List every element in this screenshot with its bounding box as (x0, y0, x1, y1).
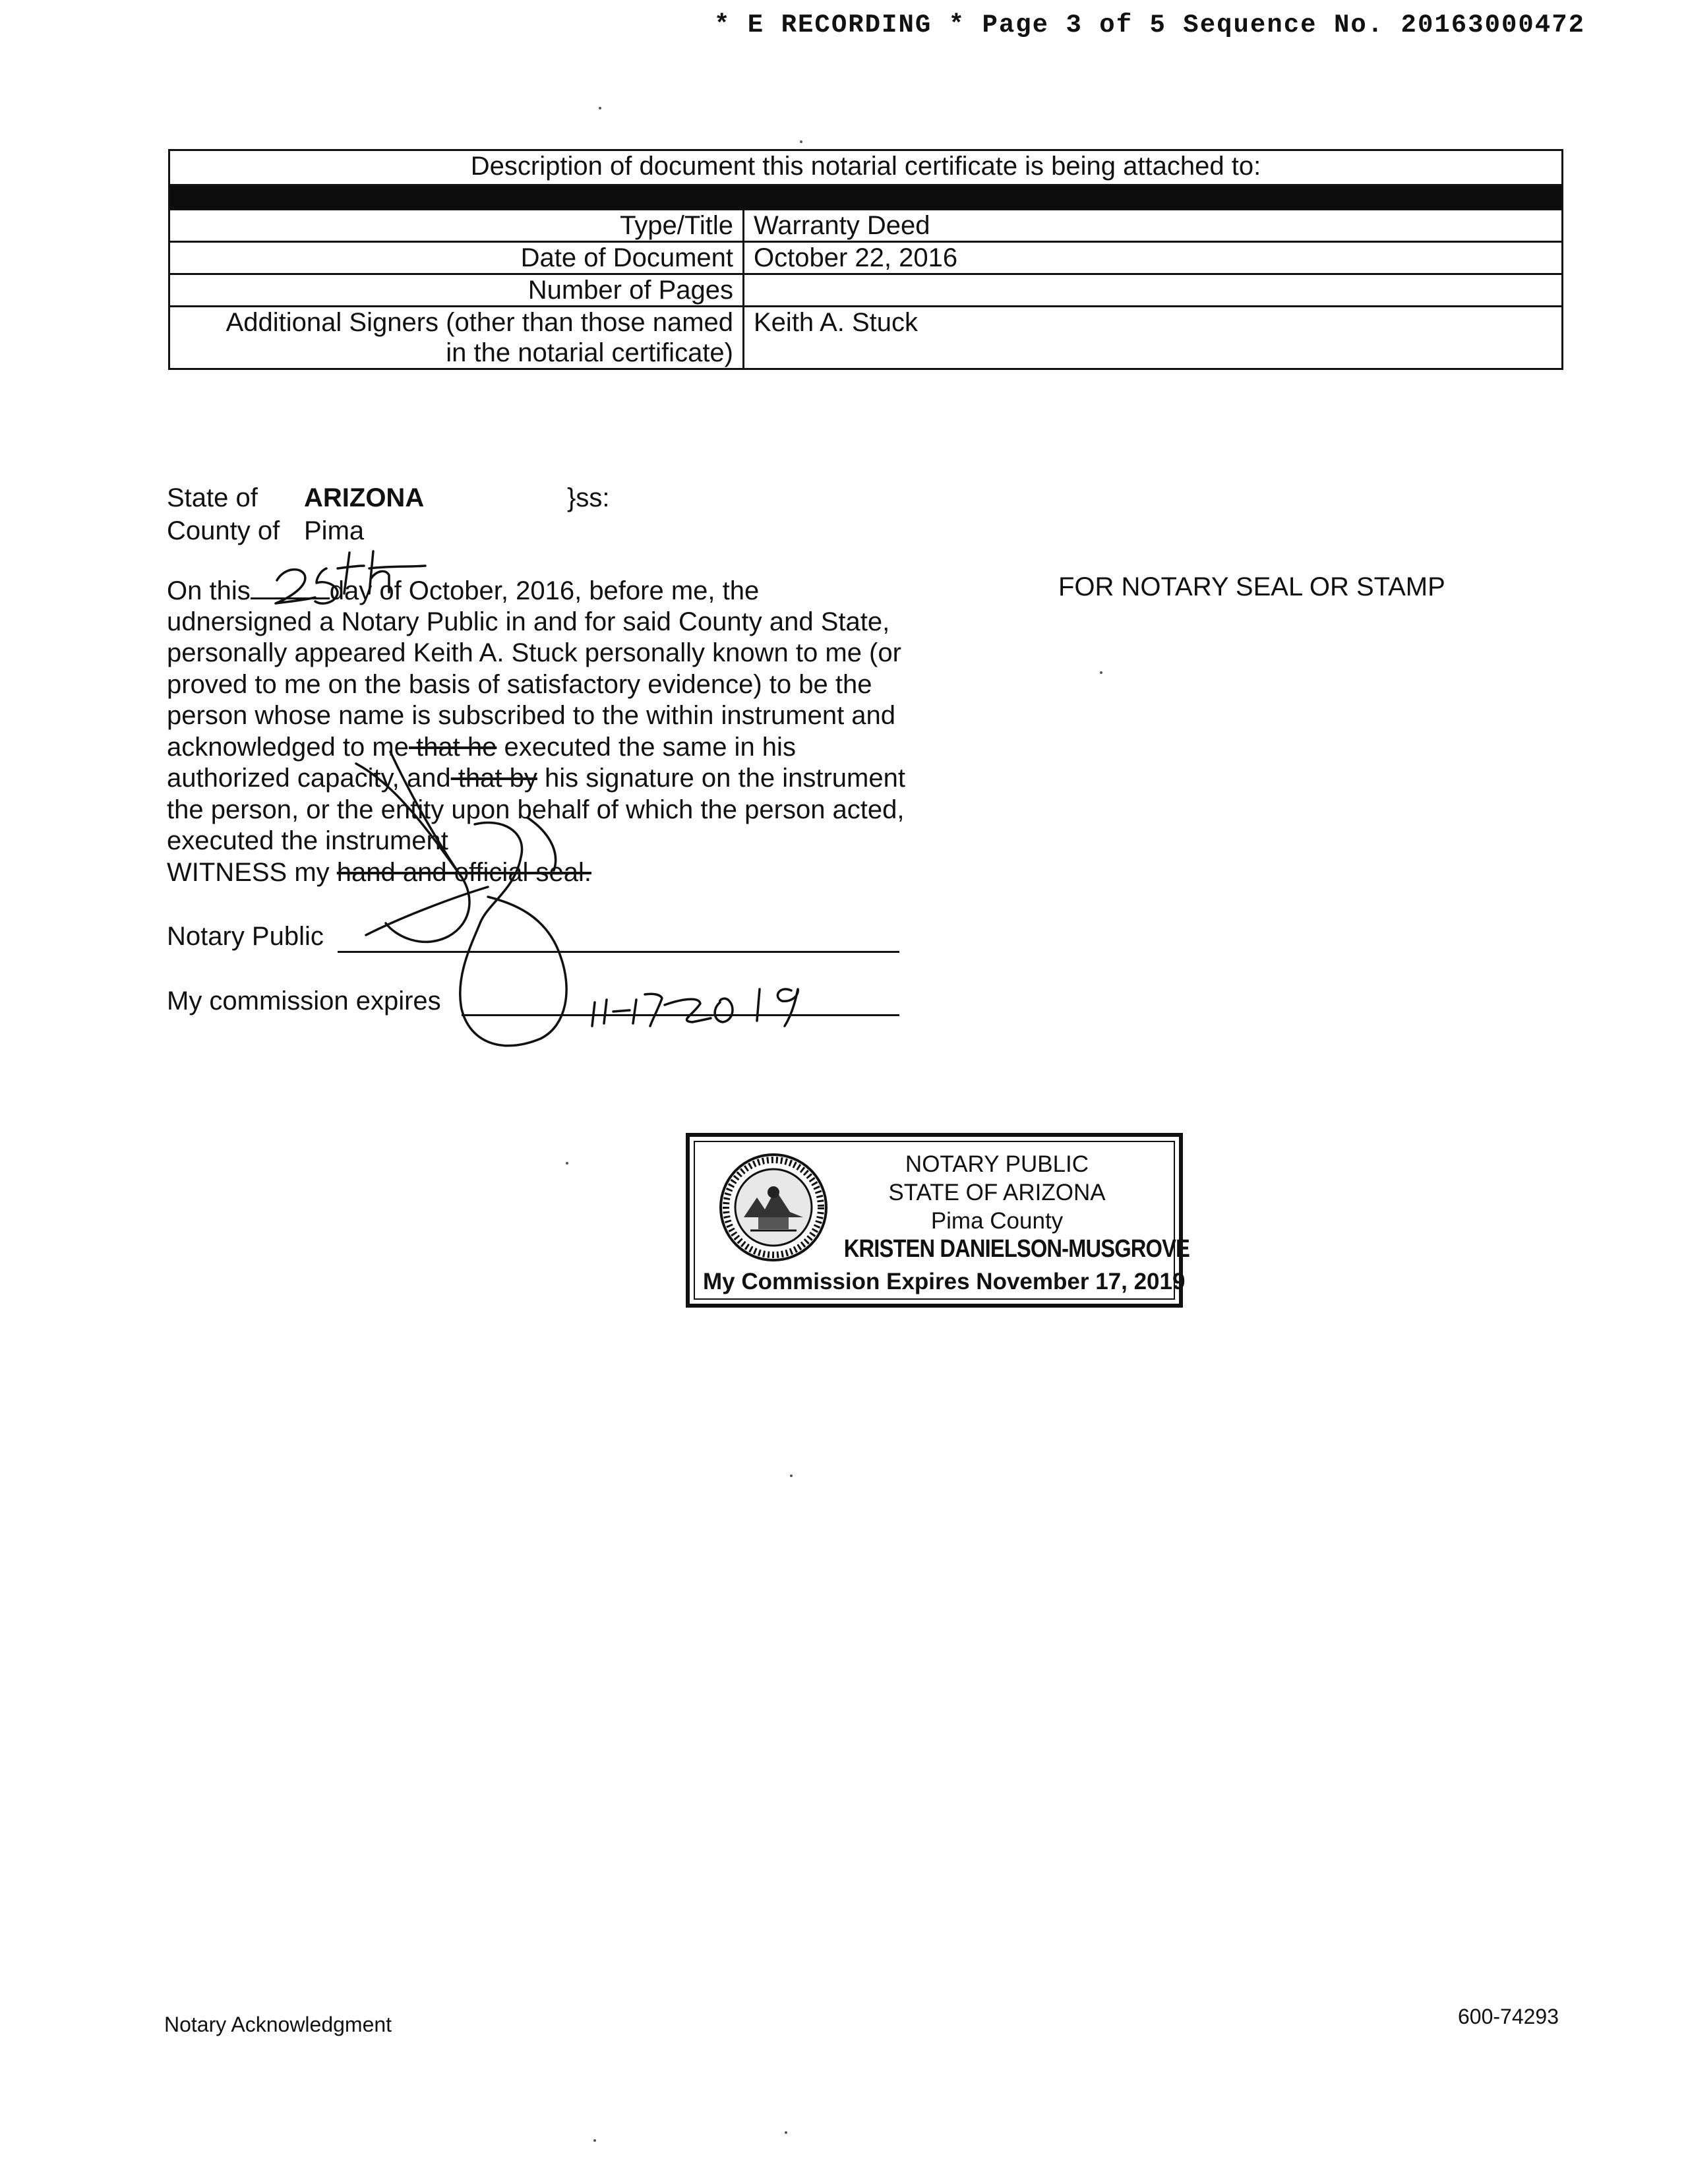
venue-block (167, 481, 610, 547)
scan-speck (785, 2131, 787, 2134)
ack-line-6-end: executed the same in his (497, 732, 796, 762)
county-value: Pima (304, 516, 365, 545)
handwritten-expiry (592, 989, 798, 1026)
page-count-value (744, 274, 1563, 307)
state-label: State of (167, 483, 258, 512)
ack-line-3: personally appeared Keith A. Stuck personally known to me (or (167, 638, 901, 667)
recording-header: * E RECORDING * Page 3 of 5 Sequence No. 20163000472 (714, 11, 1585, 40)
county-label: County of (167, 516, 280, 545)
scan-speck (800, 140, 802, 143)
redaction-bar (169, 185, 1563, 210)
state-value: ARIZONA (304, 483, 425, 512)
notary-public-label: Notary Public (167, 922, 324, 951)
stamp-commission-expiry: My Commission Expires November 17, 2019 (703, 1269, 1186, 1294)
struck-text: that by (450, 764, 537, 793)
arizona-state-seal-icon (717, 1151, 829, 1263)
ack-line-7-end: his signature on the instrument (537, 764, 905, 793)
document-description-table (168, 149, 1563, 370)
description-table-title: Description of document this notarial certificate is being attached to: (169, 150, 1563, 185)
ack-line-1-end: day of October, 2016, before me, the (329, 576, 760, 605)
footer-form-title: Notary Acknowledgment (164, 2013, 392, 2036)
scan-speck (790, 1474, 793, 1477)
additional-signers-label-line1: Additional Signers (other than those named (226, 308, 733, 337)
struck-text: hand and official seal. (336, 857, 591, 887)
ack-line-2: udnersigned a Notary Public in and for said County and State, (167, 607, 890, 636)
stamp-notary-name: KRISTEN DANIELSON-MUSGROVE (843, 1235, 1190, 1263)
type-title-value: Warranty Deed (744, 210, 1563, 242)
ack-line-4: proved to me on the basis of satisfactory evidence) to be the (167, 669, 872, 699)
ack-line-9: executed the instrument (167, 826, 448, 855)
type-title-label: Type/Title (169, 210, 744, 242)
day-blank (251, 575, 330, 599)
scan-speck (1100, 671, 1102, 674)
footer-form-number: 600-74293 (1457, 2005, 1559, 2028)
page-count-label: Number of Pages (169, 274, 744, 307)
stamp-county: Pima County (930, 1208, 1064, 1234)
notary-stamp (686, 1133, 1190, 1308)
document-date-label: Date of Document (169, 242, 744, 274)
seal-area-label: FOR NOTARY SEAL OR STAMP (1058, 572, 1445, 601)
additional-signers-value: Keith A. Stuck (744, 307, 1563, 369)
table-row (169, 307, 1563, 369)
table-row (169, 210, 1563, 242)
ack-line-6-start: acknowledged to me (167, 732, 409, 762)
commission-expires-line (462, 1014, 899, 1016)
ack-line-5: person whose name is subscribed to the within instrument and (167, 701, 896, 730)
scan-speck (566, 1162, 568, 1165)
ack-line-7-start: authorized capacity, and (167, 764, 451, 793)
notary-signature-line (338, 951, 899, 953)
table-row (169, 274, 1563, 307)
stamp-title: NOTARY PUBLIC (905, 1151, 1089, 1177)
acknowledgment-paragraph (167, 575, 945, 888)
struck-text: that he (408, 732, 497, 762)
stamp-state: STATE OF ARIZONA (888, 1180, 1106, 1205)
ack-line-8: the person, or the entity upon behalf of which the person acted, (167, 795, 905, 824)
scan-speck (593, 2139, 596, 2142)
additional-signers-label (169, 307, 744, 369)
commission-expires-label: My commission expires (167, 986, 441, 1016)
table-row (169, 242, 1563, 274)
additional-signers-label-line2: in the notarial certificate) (446, 338, 733, 367)
ack-line-10-start: WITNESS my (167, 857, 337, 887)
document-date-value: October 22, 2016 (744, 242, 1563, 274)
scan-speck (599, 107, 601, 109)
ss-mark: }ss: (567, 483, 610, 512)
ack-line-1-start: On this (167, 576, 251, 605)
